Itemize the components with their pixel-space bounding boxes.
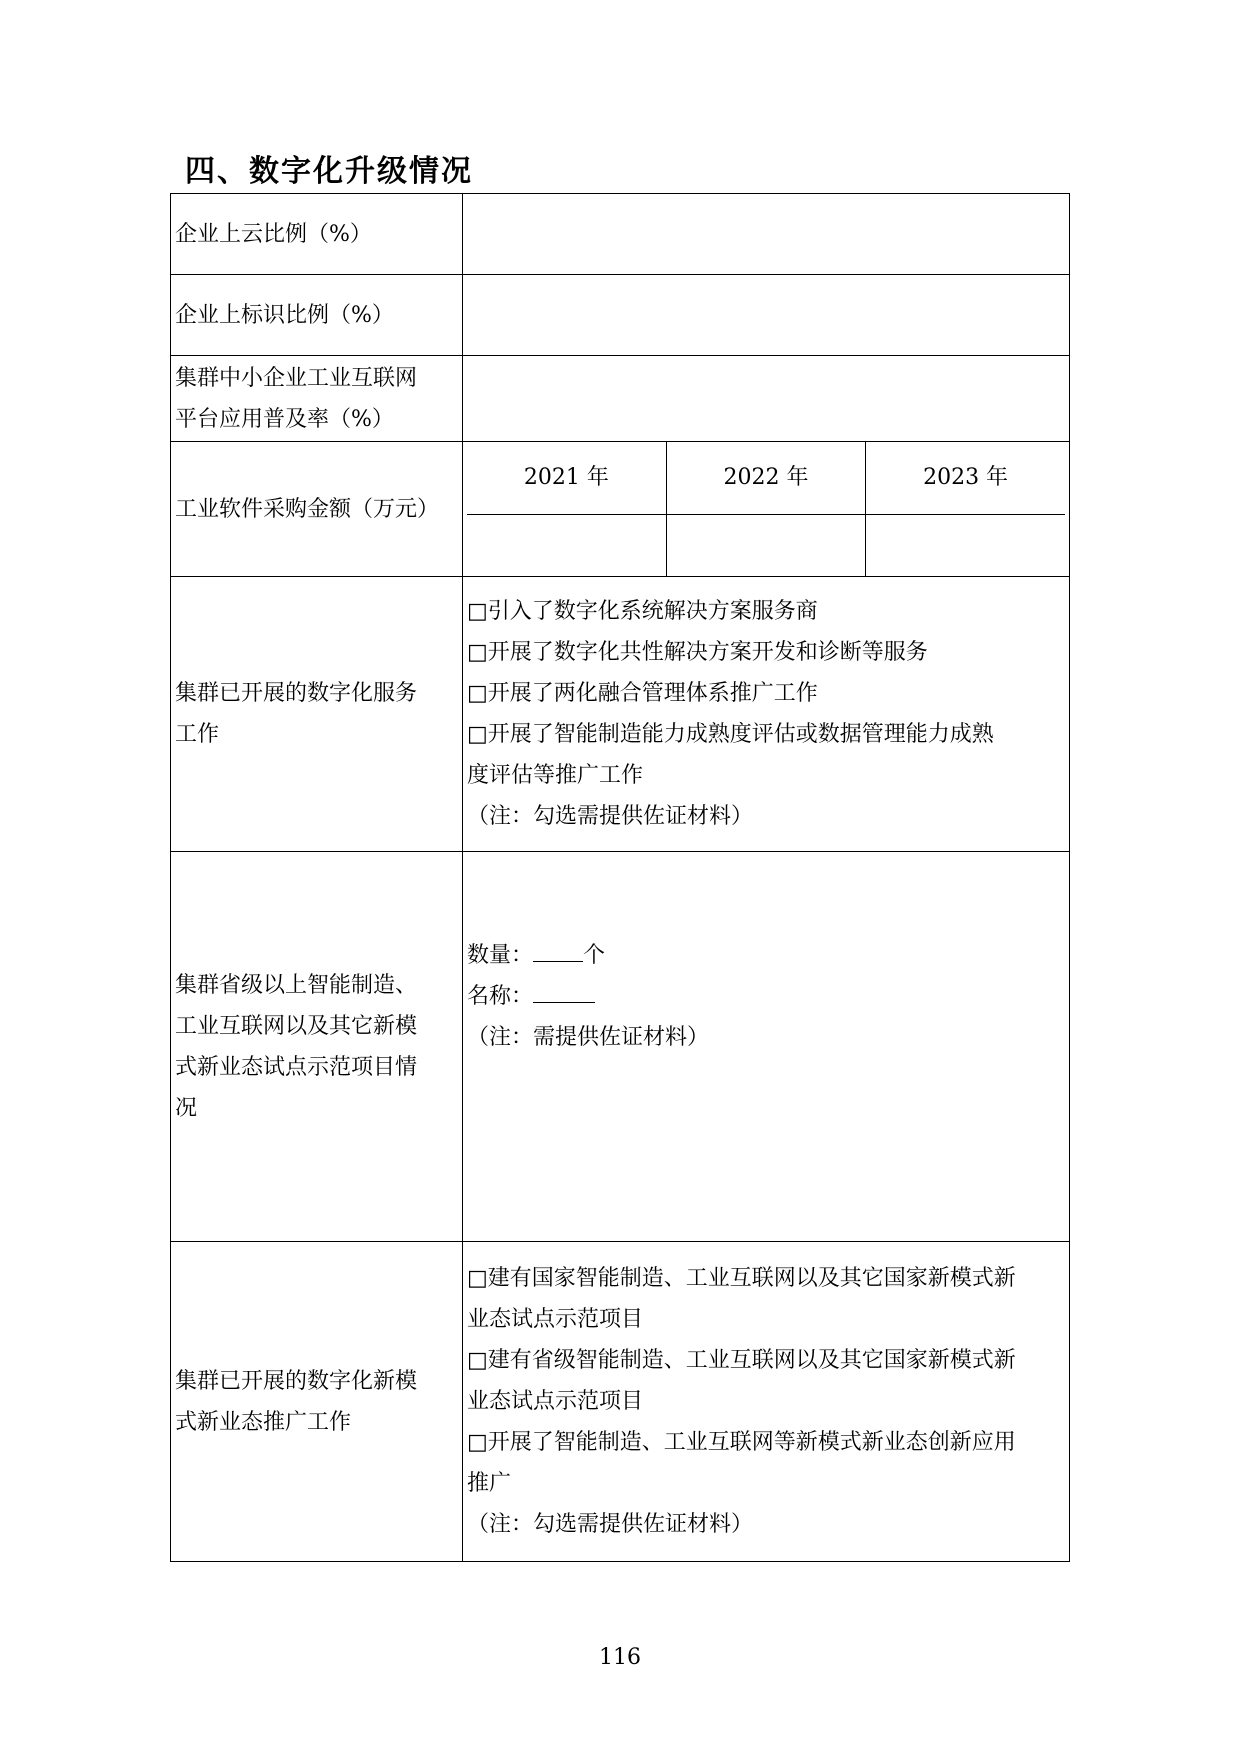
checkbox-option[interactable]: □开展了两化融合管理体系推广工作 [467,681,818,706]
new-models-label-line: 式新业态推广工作 [175,1409,352,1435]
year-header: 2022 年 [666,442,865,514]
checkbox-option[interactable]: □建有国家智能制造、工业互联网以及其它国家新模式新 [467,1266,1016,1291]
quantity-line [467,935,1065,976]
table-row [171,275,1070,356]
pilot-projects-label-line: 况 [175,1095,198,1121]
pilot-projects-label [171,852,463,1242]
name-line [467,976,1065,1017]
cloud-ratio-field[interactable] [463,194,1070,275]
platform-rate-label-line: 平台应用普及率（%） [175,406,394,432]
quantity-unit: 个 [583,943,606,968]
name-blank[interactable] [533,976,595,1003]
table-row [171,852,1070,1242]
note-text: （注：勾选需提供佐证材料） [467,1512,754,1537]
identifier-ratio-field[interactable] [463,275,1070,356]
checkbox-option[interactable]: □开展了数字化共性解决方案开发和诊断等服务 [467,640,928,665]
table-row [171,194,1070,275]
platform-rate-field[interactable] [463,356,1070,442]
page-title: 四、数字化升级情况 [185,154,473,189]
digital-upgrade-table [170,193,1070,1562]
pilot-projects-label-line: 式新业态试点示范项目情 [175,1054,418,1080]
software-purchase-cell [463,442,1070,577]
new-models-label-line: 集群已开展的数字化新模 [175,1368,418,1394]
table-row [171,356,1070,442]
page-number: 116 [599,1645,641,1670]
checkbox-option-continued: 业态试点示范项目 [467,1307,644,1332]
digital-services-options [463,577,1070,852]
pilot-projects-label-line: 工业互联网以及其它新模 [175,1013,418,1039]
table-row [171,442,1070,577]
amount-field-2023[interactable] [866,514,1065,576]
checkbox-option-continued: 业态试点示范项目 [467,1389,644,1414]
year-header: 2021 年 [467,442,666,514]
platform-rate-label-line: 集群中小企业工业互联网 [175,365,418,391]
digital-services-label [171,577,463,852]
checkbox-option[interactable]: □引入了数字化系统解决方案服务商 [467,599,818,624]
amount-field-2022[interactable] [666,514,865,576]
checkbox-option[interactable]: □开展了智能制造能力成熟度评估或数据管理能力成熟 [467,722,994,747]
platform-rate-label [171,356,463,442]
pilot-projects-label-line: 集群省级以上智能制造、 [175,972,418,998]
table-row [171,1242,1070,1562]
new-models-options [463,1242,1070,1562]
quantity-blank[interactable] [533,935,583,962]
note-text: （注：需提供佐证材料） [467,1025,710,1050]
note-text: （注：勾选需提供佐证材料） [467,804,754,829]
checkbox-option-continued: 推广 [467,1471,512,1496]
amount-field-2021[interactable] [467,514,666,576]
year-header: 2023 年 [866,442,1065,514]
checkbox-option-continued: 度评估等推广工作 [467,763,644,788]
pilot-projects-content [463,852,1070,1242]
year-amount-table [467,442,1065,576]
new-models-label [171,1242,463,1562]
digital-services-label-line: 工作 [175,722,220,747]
digital-services-label-line: 集群已开展的数字化服务 [175,681,418,706]
checkbox-option[interactable]: □开展了智能制造、工业互联网等新模式新业态创新应用 [467,1430,1016,1455]
quantity-label: 数量： [467,943,534,968]
table-row [171,577,1070,852]
checkbox-option[interactable]: □建有省级智能制造、工业互联网以及其它国家新模式新 [467,1348,1016,1373]
name-label: 名称： [467,984,534,1009]
identifier-ratio-label: 企业上标识比例（%） [171,275,463,356]
cloud-ratio-label: 企业上云比例（%） [171,194,463,275]
software-purchase-label: 工业软件采购金额（万元） [171,442,463,577]
